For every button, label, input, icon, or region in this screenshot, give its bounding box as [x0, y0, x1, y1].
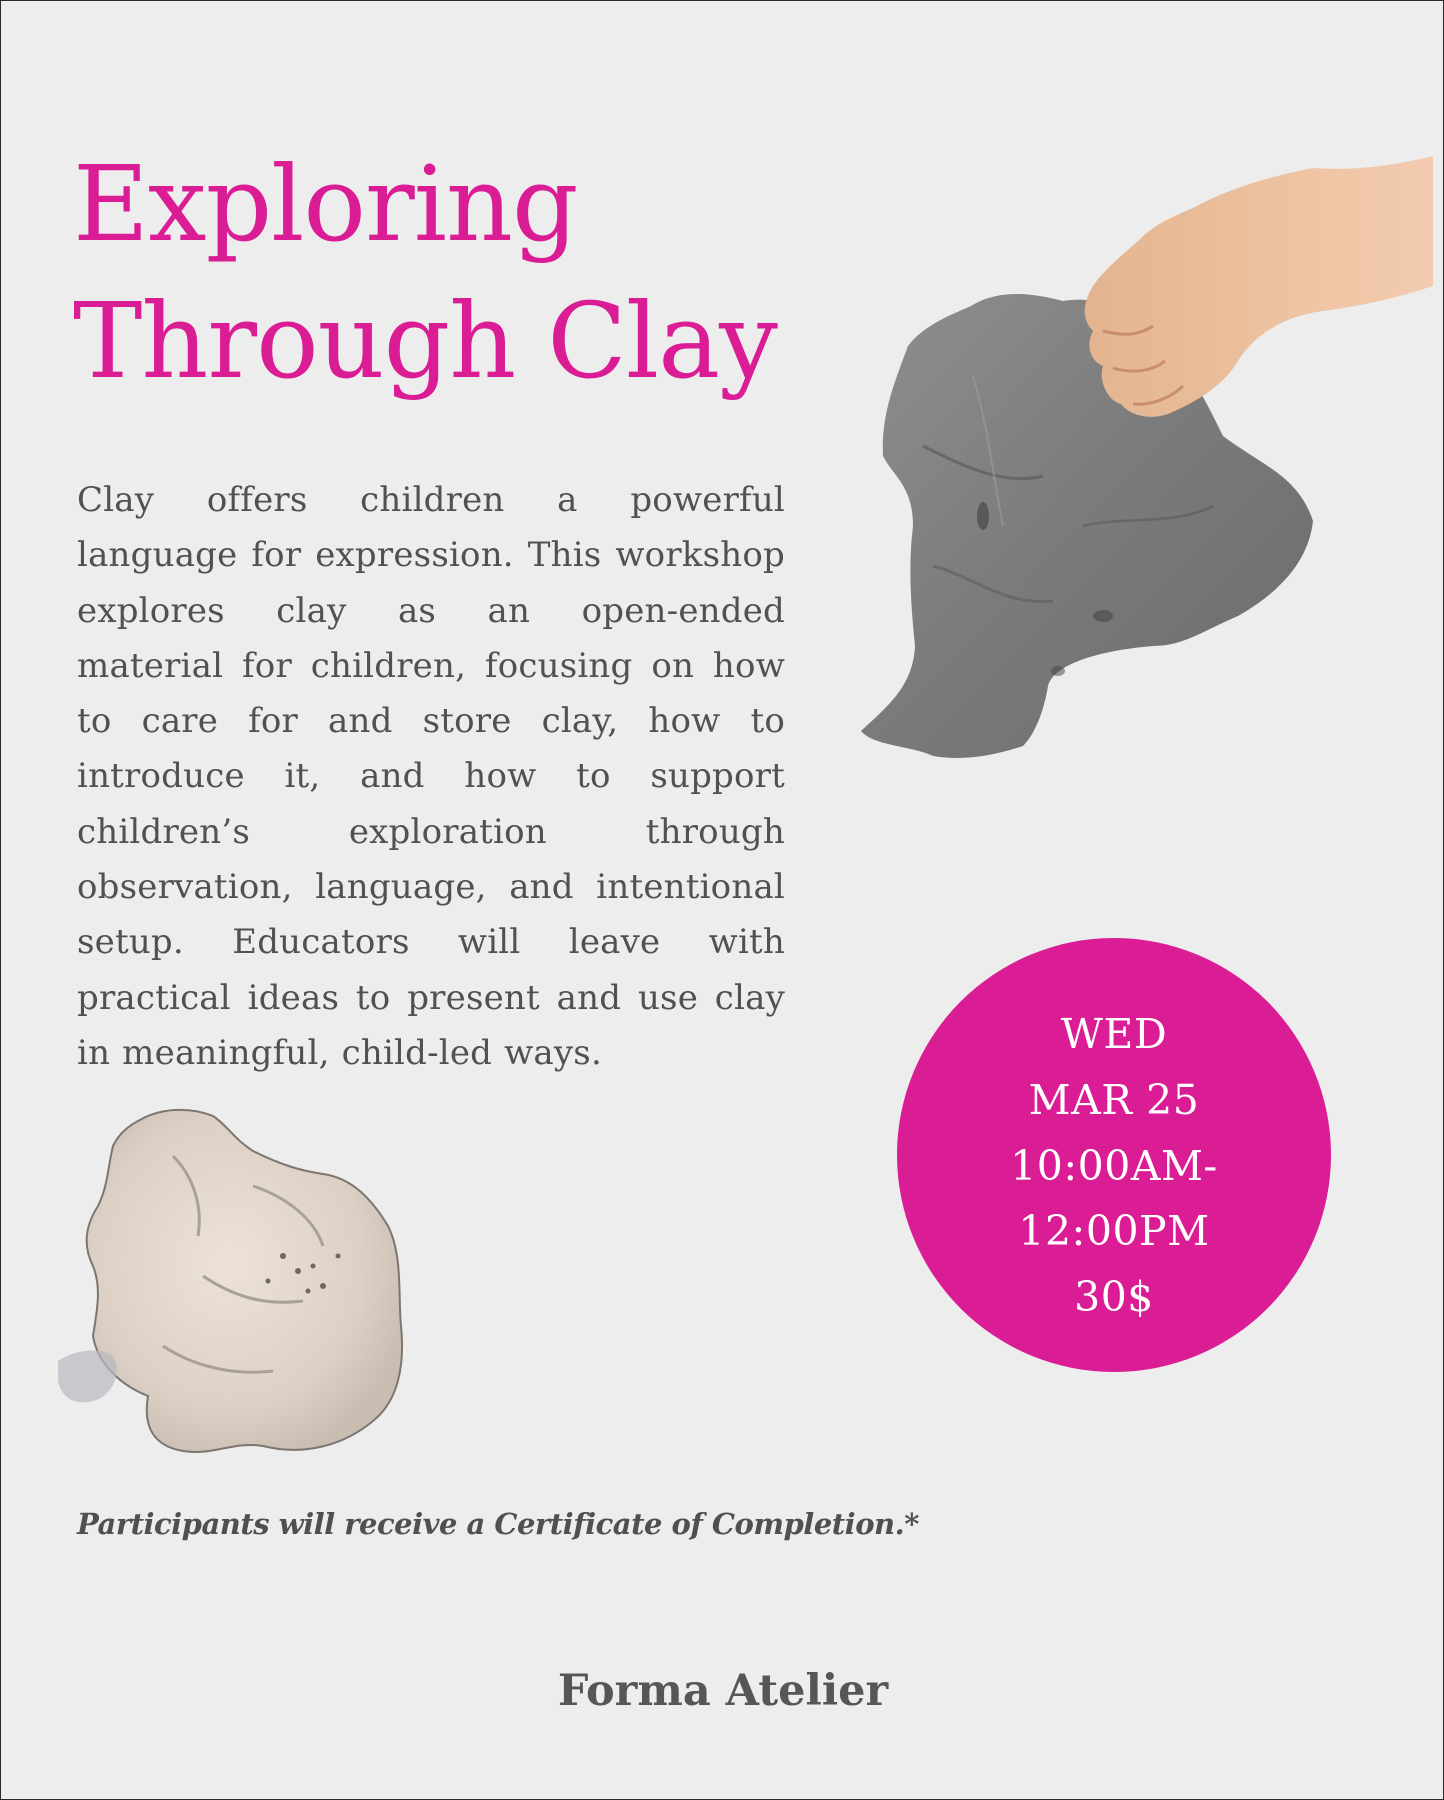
title-line-2: Through Clay	[73, 280, 777, 402]
event-day: WED	[1060, 1010, 1168, 1058]
event-details-badge	[897, 938, 1331, 1372]
poster-title	[73, 136, 833, 410]
hand-holding-clay-image	[853, 146, 1433, 876]
certificate-note: Participants will receive a Certificate of Completion.*	[77, 1507, 919, 1541]
title-line-1: Exploring	[73, 143, 578, 265]
event-date: MAR 25	[1028, 1076, 1200, 1124]
event-price: 30$	[1074, 1273, 1154, 1321]
organizer-name: Forma Atelier	[557, 1666, 889, 1716]
event-time-start: 10:00AM-	[1010, 1142, 1218, 1190]
event-time-end: 12:00PM	[1018, 1207, 1210, 1255]
workshop-description: Clay offers children a powerful language for expression. This workshop explores clay as an open-ended material for children, focusing on how to care for and store clay, how to introduce it, and how to support children’s exploration through observation, language, and intentional setup. Educators will leave with practical ideas to present and use clay in meaningful, child-led ways.	[77, 480, 785, 1073]
clay-sculpture-image	[53, 1096, 453, 1471]
